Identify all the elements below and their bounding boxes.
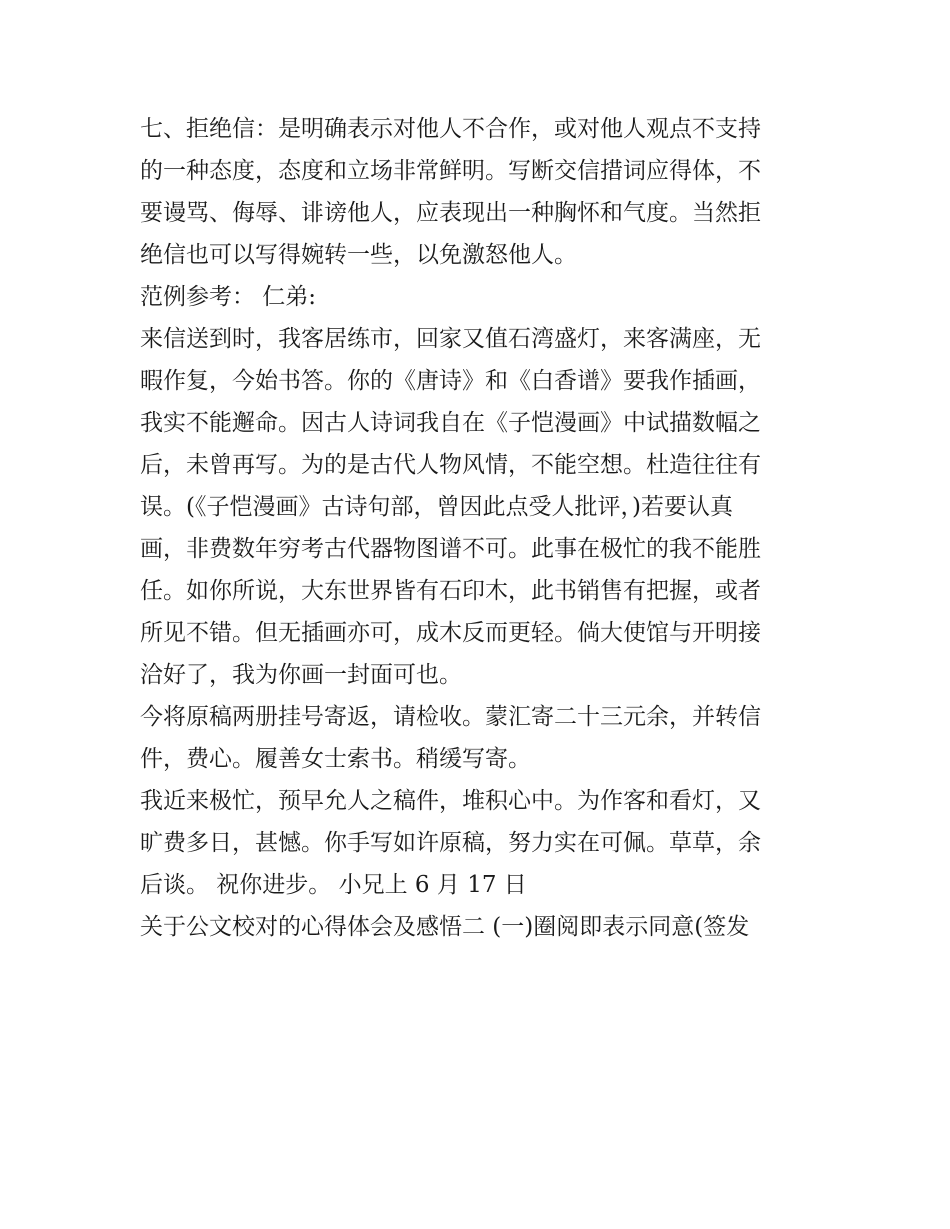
document-body — [140, 108, 830, 948]
text-line: 的一种态度，态度和立场非常鲜明。写断交信措词应得体，不 — [140, 158, 761, 184]
text-line: 今将原稿两册挂号寄返，请检收。蒙汇寄二十三元余，并转信 — [140, 704, 761, 730]
text-line: 关于公文校对的心得体会及感悟二 (一)圈阅即表示同意(签发 — [140, 914, 750, 940]
text-line: 误。(《子恺漫画》古诗句部，曾因此点受人批评，)若要认真 — [140, 494, 733, 520]
text-line: 画，非费数年穷考古代器物图谱不可。此事在极忙的我不能胜 — [140, 536, 761, 562]
text-line: 任。如你所说，大东世界皆有石印木，此书销售有把握，或者 — [140, 578, 761, 604]
text-line: 件，费心。履善女士索书。稍缓写寄。 — [140, 746, 531, 772]
text-line: 七、拒绝信：是明确表示对他人不合作，或对他人观点不支持 — [140, 116, 761, 142]
text-line: 绝信也可以写得婉转一些，以免激怒他人。 — [140, 242, 577, 268]
text-line: 后谈。 祝你进步。 小兄上 6 月 17 日 — [140, 872, 527, 898]
text-line: 我近来极忙，预早允人之稿件，堆积心中。为作客和看灯，又 — [140, 788, 761, 814]
text-line: 来信送到时，我客居练市，回家又值石湾盛灯，来客满座，无 — [140, 326, 761, 352]
text-line: 洽好了，我为你画一封面可也。 — [140, 662, 462, 688]
text-line: 旷费多日，甚憾。你手写如许原稿，努力实在可佩。草草，余 — [140, 830, 761, 856]
text-line: 所见不错。但无插画亦可，成木反而更轻。倘大使馆与开明接 — [140, 620, 761, 646]
text-line: 要谩骂、侮辱、诽谤他人，应表现出一种胸怀和气度。当然拒 — [140, 200, 761, 226]
text-line: 后，未曾再写。为的是古代人物风情，不能空想。杜造往往有 — [140, 452, 761, 478]
text-line: 暇作复，今始书答。你的《唐诗》和《白香谱》要我作插画， — [140, 368, 761, 394]
text-line: 我实不能邂命。因古人诗词我自在《子恺漫画》中试描数幅之 — [140, 410, 761, 436]
text-line: 范例参考： 仁弟: — [140, 284, 317, 310]
